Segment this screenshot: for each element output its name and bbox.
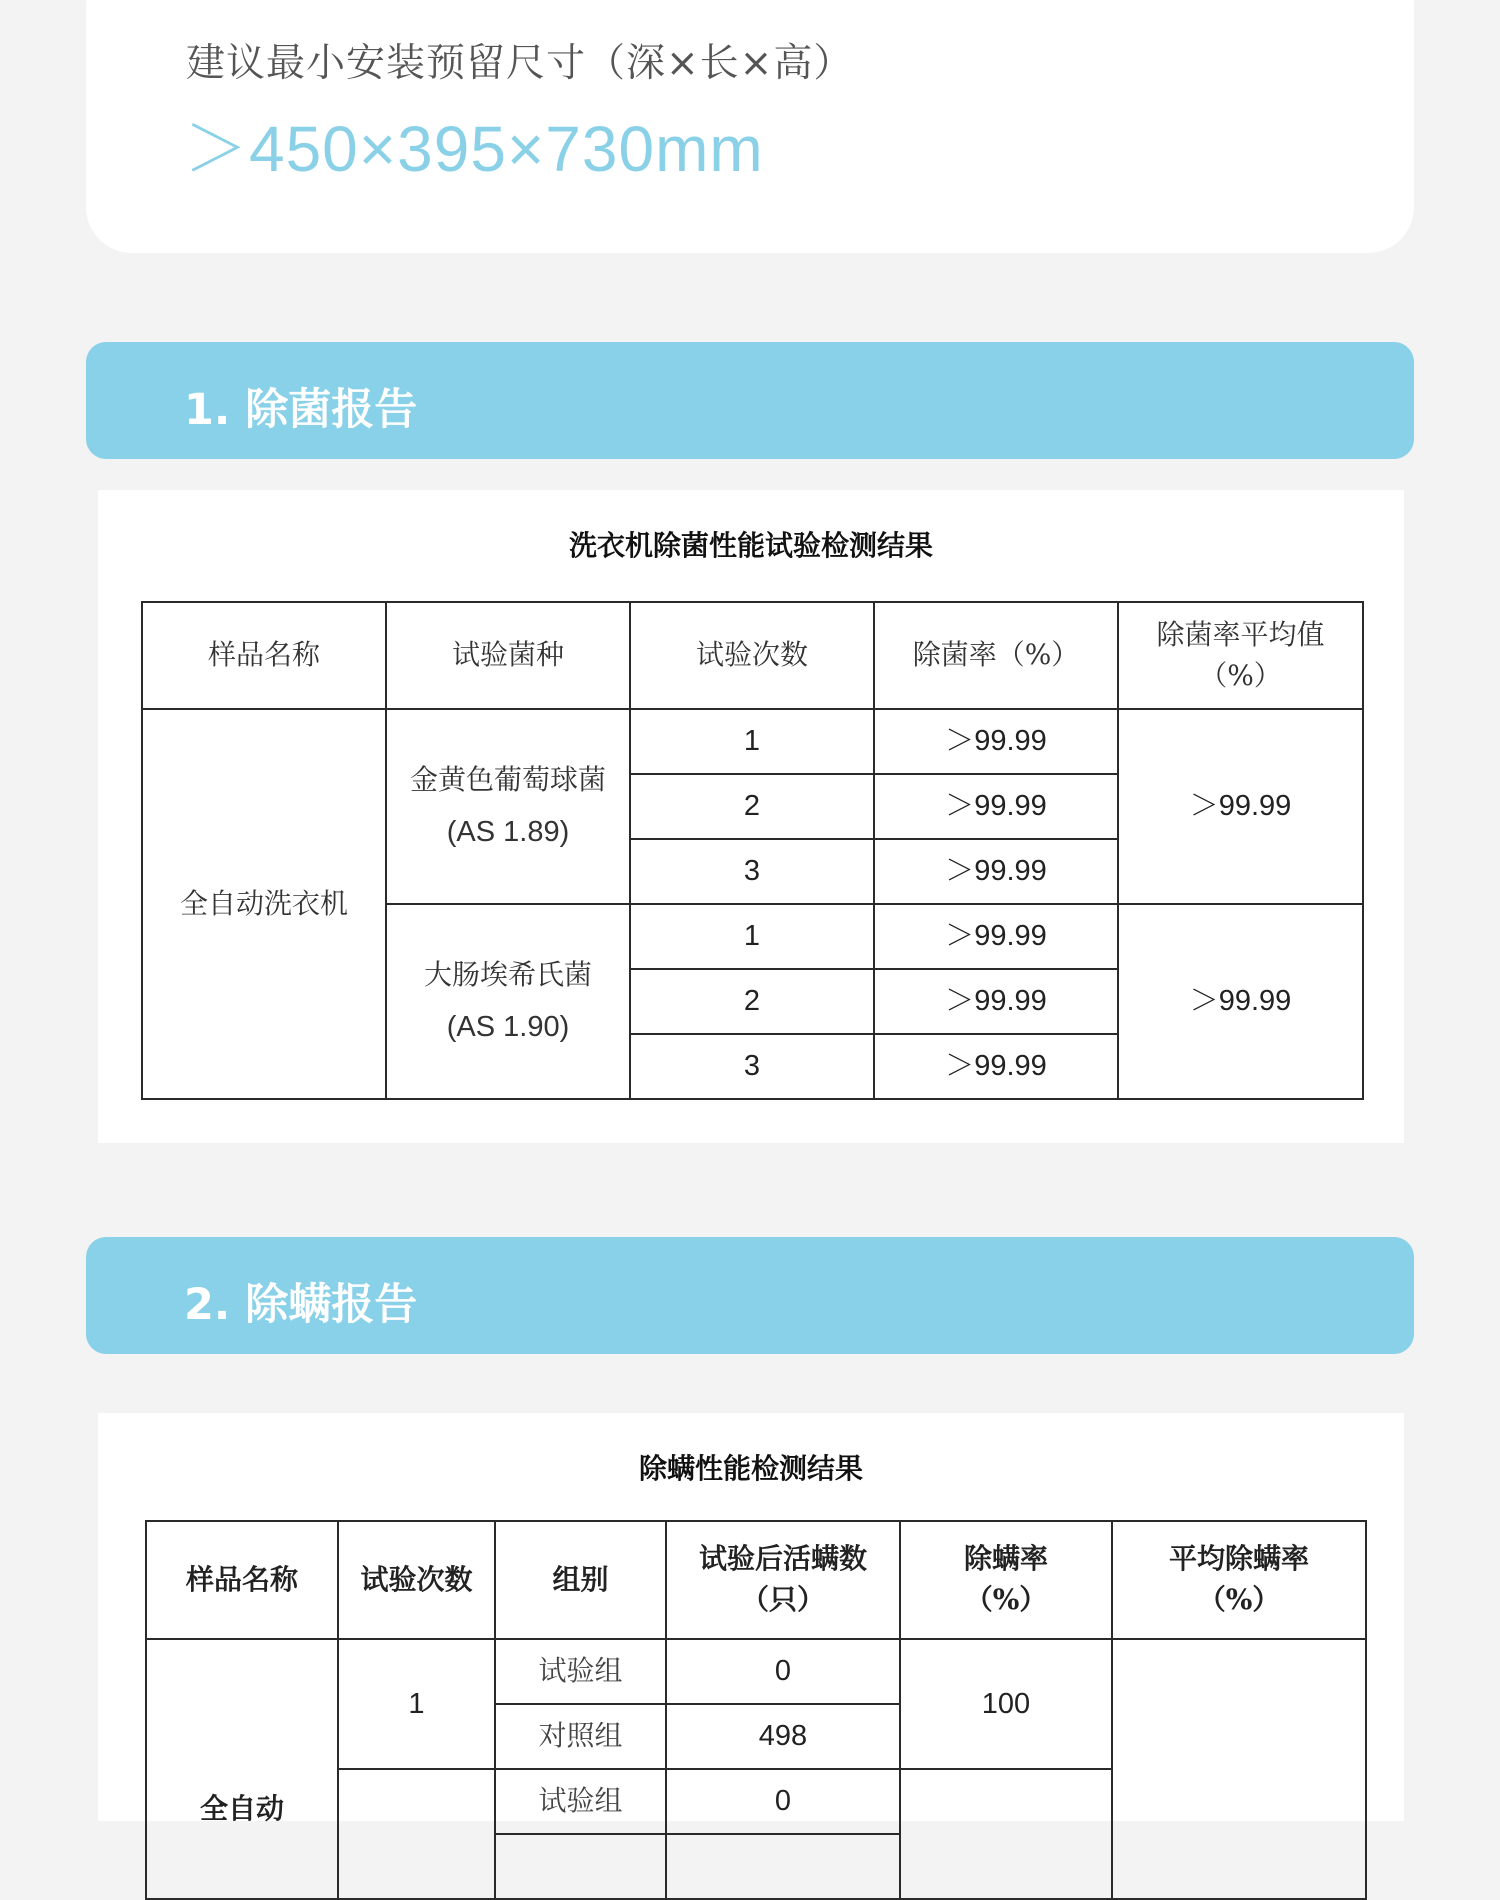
- column-header: 样品名称: [142, 602, 386, 709]
- strain-name: 金黄色葡萄球菌: [409, 763, 606, 797]
- column-header: 组别: [495, 1521, 666, 1639]
- trial-number: 2: [630, 774, 874, 839]
- sterilization-rate: ＞99.99: [874, 839, 1118, 904]
- section-title: 1. 除菌报告: [184, 385, 418, 435]
- column-header: 除螨率（%）: [900, 1521, 1112, 1639]
- report-title: 洗衣机除菌性能试验检测结果: [568, 529, 933, 562]
- strain-code: (AS 1.90): [446, 1010, 570, 1043]
- trial-number: 3: [630, 1034, 874, 1099]
- section-banner-mite: [86, 1237, 1414, 1354]
- strain-code: (AS 1.89): [446, 815, 570, 848]
- mite-table: [145, 1520, 1367, 1900]
- mite-count: 498: [666, 1704, 900, 1769]
- report-title: 除螨性能检测结果: [638, 1452, 863, 1485]
- column-header: 试验后活螨数（只）: [666, 1521, 900, 1639]
- sterilization-table: [141, 601, 1364, 1100]
- section-title: 2. 除螨报告: [184, 1280, 418, 1330]
- column-header: 平均除螨率（%）: [1112, 1521, 1366, 1639]
- sterilization-rate: ＞99.99: [874, 904, 1118, 969]
- sterilization-rate: ＞99.99: [874, 969, 1118, 1034]
- column-header: 样品名称: [146, 1521, 338, 1639]
- trial-number: 1: [630, 709, 874, 774]
- trial-number: 2: [630, 969, 874, 1034]
- install-size-label: 建议最小安装预留尺寸（深×长×高）: [186, 41, 854, 86]
- strain-cell: [386, 709, 630, 904]
- group-name: 试验组: [495, 1769, 666, 1834]
- mite-count: [666, 1834, 900, 1899]
- sterilization-rate: ＞99.99: [874, 709, 1118, 774]
- average-mite-removal-rate: [1112, 1639, 1366, 1899]
- sterilization-rate: ＞99.99: [874, 1034, 1118, 1099]
- sample-name: 全自动: [146, 1639, 338, 1899]
- column-header: 除菌率（%）: [874, 602, 1118, 709]
- mite-removal-rate: 100: [900, 1639, 1112, 1769]
- install-size-value: ＞450×395×730mm: [184, 113, 764, 185]
- mite-removal-rate: [900, 1769, 1112, 1899]
- table-header-row: [142, 602, 1363, 709]
- strain-name: 大肠埃希氏菌: [423, 958, 592, 992]
- table-header-row: [146, 1521, 1366, 1639]
- trial-number: 3: [630, 839, 874, 904]
- table-row: [146, 1639, 1366, 1704]
- column-header: 试验次数: [338, 1521, 495, 1639]
- group-name: 对照组: [495, 1704, 666, 1769]
- group-name: 试验组: [495, 1639, 666, 1704]
- trial-number: [338, 1769, 495, 1899]
- trial-number: 1: [338, 1639, 495, 1769]
- table-row: [142, 709, 1363, 774]
- section-banner-sterilization: [86, 342, 1414, 459]
- mite-count: 0: [666, 1639, 900, 1704]
- sterilization-rate: ＞99.99: [874, 774, 1118, 839]
- sample-name: 全自动洗衣机: [142, 709, 386, 1099]
- strain-cell: [386, 904, 630, 1099]
- column-header: 试验次数: [630, 602, 874, 709]
- group-name: [495, 1834, 666, 1899]
- mite-count: 0: [666, 1769, 900, 1834]
- trial-number: 1: [630, 904, 874, 969]
- average-rate: ＞99.99: [1118, 709, 1363, 904]
- column-header: 除菌率平均值（%）: [1118, 602, 1363, 709]
- average-rate: ＞99.99: [1118, 904, 1363, 1099]
- column-header: 试验菌种: [386, 602, 630, 709]
